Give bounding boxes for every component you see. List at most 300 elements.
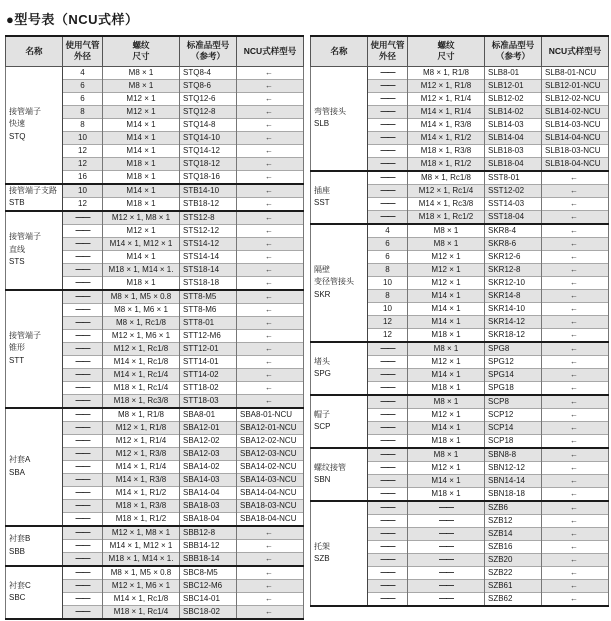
od-cell: —— <box>63 211 103 225</box>
thread-cell: M8 × 1 <box>103 79 180 92</box>
std-cell: SKR8-4 <box>485 224 542 238</box>
std-cell: SZB6 <box>485 501 542 515</box>
ncu-cell: ← <box>237 342 304 355</box>
thread-cell: M14 × 1, R1/2 <box>103 486 180 499</box>
std-cell: STT8-M6 <box>180 303 237 316</box>
od-cell: 8 <box>368 289 408 302</box>
od-cell: 8 <box>63 118 103 131</box>
std-cell: SBC14-01 <box>180 592 237 605</box>
std-cell: STT14-02 <box>180 368 237 381</box>
ncu-cell: ← <box>542 434 609 448</box>
ncu-cell: ← <box>542 302 609 315</box>
od-cell: —— <box>368 527 408 540</box>
ncu-cell: ← <box>542 224 609 238</box>
thread-cell: M12 × 1, M6 × 1 <box>103 329 180 342</box>
ncu-cell: SLB18-03-NCU <box>542 144 609 157</box>
od-cell: —— <box>368 553 408 566</box>
std-cell: SBA14-04 <box>180 486 237 499</box>
ncu-cell: ← <box>542 487 609 501</box>
thread-cell: M8 × 1, Rc1/8 <box>408 171 485 185</box>
thread-cell: M12 × 1 <box>408 461 485 474</box>
thread-cell: —— <box>408 540 485 553</box>
table-row <box>311 395 609 409</box>
thread-cell: —— <box>408 566 485 579</box>
thread-cell: M12 × 1, M6 × 1 <box>103 579 180 592</box>
thread-cell: M14 × 1 <box>103 184 180 198</box>
thread-cell: M12 × 1 <box>103 224 180 237</box>
ncu-cell: SBA18-03-NCU <box>237 499 304 512</box>
ncu-cell: ← <box>542 315 609 328</box>
thread-cell: M14 × 1, M12 × 1 <box>103 539 180 552</box>
od-cell: —— <box>63 592 103 605</box>
od-cell: —— <box>63 290 103 304</box>
od-cell: —— <box>63 316 103 329</box>
thread-cell: M8 × 1, M5 × 0.8 <box>103 566 180 580</box>
ncu-cell: ← <box>542 408 609 421</box>
od-cell: —— <box>63 447 103 460</box>
thread-cell: M14 × 1, Rc1/8 <box>103 355 180 368</box>
std-cell: SST14-03 <box>485 197 542 210</box>
std-cell: STQ18-16 <box>180 170 237 184</box>
ncu-cell: ← <box>237 144 304 157</box>
od-cell: —— <box>368 474 408 487</box>
std-cell: SPG18 <box>485 381 542 395</box>
std-cell: SBB14-12 <box>180 539 237 552</box>
std-cell: SPG8 <box>485 342 542 356</box>
std-cell: STT18-03 <box>180 394 237 408</box>
std-cell: STB18-12 <box>180 197 237 211</box>
od-cell: —— <box>63 512 103 526</box>
ncu-cell: ← <box>542 342 609 356</box>
std-cell: SBA18-03 <box>180 499 237 512</box>
od-cell: —— <box>368 579 408 592</box>
ncu-cell: ← <box>542 461 609 474</box>
od-cell: —— <box>368 144 408 157</box>
od-cell: —— <box>368 421 408 434</box>
thread-cell: M12 × 1, Rc1/4 <box>408 184 485 197</box>
thread-cell: M8 × 1, Rc1/8 <box>103 316 180 329</box>
od-cell: —— <box>63 499 103 512</box>
ncu-cell: ← <box>542 276 609 289</box>
thread-cell: —— <box>408 592 485 606</box>
std-cell: SPG14 <box>485 368 542 381</box>
thread-cell: M18 × 1, Rc1/2 <box>408 210 485 224</box>
od-cell: —— <box>368 210 408 224</box>
std-cell: SBA12-03 <box>180 447 237 460</box>
group-name-cell: 帽子 SCP <box>311 395 368 448</box>
od-cell: —— <box>63 355 103 368</box>
thread-cell: M18 × 1, R1/2 <box>103 512 180 526</box>
od-cell: —— <box>368 355 408 368</box>
ncu-cell: ← <box>237 79 304 92</box>
thread-cell: M8 × 1, M6 × 1 <box>103 303 180 316</box>
std-cell: SKR18-12 <box>485 328 542 342</box>
std-cell: SBN8-8 <box>485 448 542 462</box>
std-cell: SCP14 <box>485 421 542 434</box>
thread-cell: M14 × 1 <box>408 289 485 302</box>
thread-cell: —— <box>408 501 485 515</box>
od-cell: 12 <box>63 144 103 157</box>
thread-cell: M14 × 1, Rc1/4 <box>103 368 180 381</box>
od-cell: —— <box>368 184 408 197</box>
od-cell: 6 <box>368 237 408 250</box>
column-header: 使用气管 外径 <box>368 36 408 66</box>
thread-cell: M12 × 1 <box>103 105 180 118</box>
thread-cell: M12 × 1 <box>408 250 485 263</box>
thread-cell: M14 × 1, R1/4 <box>408 105 485 118</box>
std-cell: STQ8-4 <box>180 66 237 79</box>
std-cell: SBA14-02 <box>180 460 237 473</box>
thread-cell: M14 × 1, Rc3/8 <box>408 197 485 210</box>
thread-cell: M12 × 1 <box>408 408 485 421</box>
ncu-cell: SBA14-02-NCU <box>237 460 304 473</box>
std-cell: SLB12-01 <box>485 79 542 92</box>
thread-cell: M8 × 1, R1/8 <box>103 408 180 422</box>
std-cell: STQ12-8 <box>180 105 237 118</box>
od-cell: —— <box>63 381 103 394</box>
ncu-cell: ← <box>542 514 609 527</box>
od-cell: —— <box>368 448 408 462</box>
ncu-cell: ← <box>237 66 304 79</box>
thread-cell: M18 × 1, Rc1/4 <box>103 605 180 619</box>
group-name-cell: 隔壁 变径管接头 SKR <box>311 224 368 342</box>
std-cell: STQ12-6 <box>180 92 237 105</box>
thread-cell: M12 × 1, R1/4 <box>103 434 180 447</box>
ncu-cell: SBA12-01-NCU <box>237 421 304 434</box>
std-cell: SBA18-04 <box>180 512 237 526</box>
ncu-cell: ← <box>542 368 609 381</box>
thread-cell: M14 × 1 <box>103 250 180 263</box>
thread-cell: M14 × 1 <box>103 131 180 144</box>
od-cell: 10 <box>368 276 408 289</box>
table-row <box>311 171 609 185</box>
od-cell: —— <box>368 592 408 606</box>
ncu-cell: ← <box>542 250 609 263</box>
od-cell: 8 <box>63 105 103 118</box>
thread-cell: M18 × 1 <box>408 381 485 395</box>
std-cell: SLB14-04 <box>485 131 542 144</box>
table-row <box>311 66 609 79</box>
std-cell: SBN14-14 <box>485 474 542 487</box>
ncu-cell: ← <box>237 92 304 105</box>
ncu-cell: SLB14-04-NCU <box>542 131 609 144</box>
table-row <box>6 184 304 198</box>
od-cell: —— <box>368 171 408 185</box>
table-row <box>6 526 304 540</box>
table-row <box>6 290 304 304</box>
ncu-cell: ← <box>237 329 304 342</box>
table-row <box>6 211 304 225</box>
header-row <box>311 36 609 66</box>
model-table-left <box>5 35 304 620</box>
group-name-cell: 接管端子 快速 STQ <box>6 66 63 184</box>
std-cell: SBC8-M5 <box>180 566 237 580</box>
thread-cell: M8 × 1 <box>408 395 485 409</box>
thread-cell: M18 × 1 <box>103 276 180 290</box>
od-cell: 12 <box>368 315 408 328</box>
column-header: 螺纹 尺寸 <box>103 36 180 66</box>
group-name-cell: 插座 SST <box>311 171 368 224</box>
od-cell: —— <box>63 566 103 580</box>
ncu-cell: ← <box>542 579 609 592</box>
ncu-cell: ← <box>542 210 609 224</box>
thread-cell: M18 × 1, R1/2 <box>408 157 485 171</box>
std-cell: STB14-10 <box>180 184 237 198</box>
thread-cell: M14 × 1, Rc1/8 <box>103 592 180 605</box>
std-cell: SLB14-02 <box>485 105 542 118</box>
od-cell: —— <box>63 552 103 566</box>
std-cell: SBA12-02 <box>180 434 237 447</box>
std-cell: STS14-14 <box>180 250 237 263</box>
thread-cell: M18 × 1 <box>103 157 180 170</box>
group-name-cell: 螺纹接管 SBN <box>311 448 368 501</box>
thread-cell: M14 × 1, M12 × 1 <box>103 237 180 250</box>
od-cell: —— <box>63 473 103 486</box>
std-cell: SST12-02 <box>485 184 542 197</box>
od-cell: 6 <box>368 250 408 263</box>
ncu-cell: ← <box>542 448 609 462</box>
ncu-cell: SBA18-04-NCU <box>237 512 304 526</box>
std-cell: SBA12-01 <box>180 421 237 434</box>
std-cell: SCP8 <box>485 395 542 409</box>
od-cell: —— <box>63 539 103 552</box>
od-cell: —— <box>368 395 408 409</box>
std-cell: STQ14-10 <box>180 131 237 144</box>
thread-cell: M18 × 1, Rc3/8 <box>103 394 180 408</box>
std-cell: SLB14-03 <box>485 118 542 131</box>
std-cell: STS12-8 <box>180 211 237 225</box>
od-cell: 12 <box>63 157 103 170</box>
ncu-cell: ← <box>237 355 304 368</box>
table-row <box>6 66 304 79</box>
thread-cell: M14 × 1, R1/4 <box>103 460 180 473</box>
od-cell: —— <box>63 605 103 619</box>
od-cell: —— <box>63 237 103 250</box>
std-cell: STT8-01 <box>180 316 237 329</box>
std-cell: STQ18-12 <box>180 157 237 170</box>
ncu-cell: ← <box>542 421 609 434</box>
table-row <box>311 501 609 515</box>
std-cell: SKR12-6 <box>485 250 542 263</box>
od-cell: —— <box>63 342 103 355</box>
group-name-cell: 接管端子支路 STB <box>6 184 63 211</box>
thread-cell: M12 × 1, R1/8 <box>103 421 180 434</box>
od-cell: —— <box>63 368 103 381</box>
std-cell: SBN12-12 <box>485 461 542 474</box>
od-cell: —— <box>368 79 408 92</box>
ncu-cell: SLB12-02-NCU <box>542 92 609 105</box>
thread-cell: M14 × 1 <box>408 315 485 328</box>
column-header: 名称 <box>311 36 368 66</box>
thread-cell: M12 × 1 <box>408 276 485 289</box>
od-cell: —— <box>63 421 103 434</box>
thread-cell: M12 × 1, M8 × 1 <box>103 211 180 225</box>
od-cell: —— <box>368 197 408 210</box>
std-cell: SST8-01 <box>485 171 542 185</box>
column-header: 标准品型号 （参考） <box>485 36 542 66</box>
od-cell: —— <box>368 381 408 395</box>
ncu-cell: ← <box>542 381 609 395</box>
ncu-cell: ← <box>237 157 304 170</box>
od-cell: 4 <box>368 224 408 238</box>
od-cell: 8 <box>368 263 408 276</box>
std-cell: STS12-12 <box>180 224 237 237</box>
ncu-cell: SBA12-02-NCU <box>237 434 304 447</box>
thread-cell: M14 × 1 <box>408 302 485 315</box>
ncu-cell: ← <box>237 526 304 540</box>
group-name-cell: 弯管接头 SLB <box>311 66 368 171</box>
od-cell: —— <box>368 342 408 356</box>
std-cell: STS18-18 <box>180 276 237 290</box>
ncu-cell: ← <box>237 131 304 144</box>
ncu-cell: ← <box>237 303 304 316</box>
std-cell: SBC18-02 <box>180 605 237 619</box>
table-row <box>6 408 304 422</box>
std-cell: SZB16 <box>485 540 542 553</box>
ncu-cell: ← <box>237 605 304 619</box>
ncu-cell: ← <box>237 184 304 198</box>
thread-cell: M18 × 1, M14 × 1. <box>103 263 180 276</box>
std-cell: STQ8-6 <box>180 79 237 92</box>
ncu-cell: ← <box>542 592 609 606</box>
od-cell: —— <box>63 579 103 592</box>
thread-cell: M14 × 1, R3/8 <box>103 473 180 486</box>
column-header: NCU式样型号 <box>237 36 304 66</box>
thread-cell: M8 × 1 <box>408 448 485 462</box>
ncu-cell: ← <box>237 105 304 118</box>
thread-cell: M18 × 1 <box>103 197 180 211</box>
thread-cell: M14 × 1, R1/2 <box>408 131 485 144</box>
header-row <box>6 36 304 66</box>
ncu-cell: ← <box>542 355 609 368</box>
ncu-cell: ← <box>237 394 304 408</box>
std-cell: STT12-01 <box>180 342 237 355</box>
thread-cell: M18 × 1, R3/8 <box>408 144 485 157</box>
od-cell: —— <box>368 408 408 421</box>
std-cell: STT14-01 <box>180 355 237 368</box>
ncu-cell: ← <box>542 171 609 185</box>
od-cell: —— <box>368 66 408 79</box>
table-row <box>311 448 609 462</box>
std-cell: SPG12 <box>485 355 542 368</box>
std-cell: STS14-12 <box>180 237 237 250</box>
std-cell: SKR14-12 <box>485 315 542 328</box>
ncu-cell: ← <box>542 289 609 302</box>
table-row <box>311 342 609 356</box>
thread-cell: —— <box>408 579 485 592</box>
std-cell: SKR12-8 <box>485 263 542 276</box>
ncu-cell: SBA14-03-NCU <box>237 473 304 486</box>
std-cell: SCP18 <box>485 434 542 448</box>
thread-cell: M12 × 1, R1/4 <box>408 92 485 105</box>
od-cell: —— <box>63 303 103 316</box>
group-name-cell: 接管端子 锥形 STT <box>6 290 63 408</box>
thread-cell: M14 × 1, R3/8 <box>408 118 485 131</box>
thread-cell: M18 × 1, M14 × 1. <box>103 552 180 566</box>
od-cell: —— <box>368 105 408 118</box>
od-cell: —— <box>63 486 103 499</box>
thread-cell: M12 × 1 <box>408 355 485 368</box>
thread-cell: M18 × 1 <box>408 328 485 342</box>
column-header: 名称 <box>6 36 63 66</box>
group-name-cell: 衬套C SBC <box>6 566 63 619</box>
od-cell: —— <box>63 276 103 290</box>
thread-cell: M18 × 1 <box>103 170 180 184</box>
std-cell: SKR8-6 <box>485 237 542 250</box>
group-name-cell: 接管端子 直线 STS <box>6 211 63 290</box>
od-cell: —— <box>368 131 408 144</box>
table-row <box>311 224 609 238</box>
ncu-cell: ← <box>542 184 609 197</box>
std-cell: SZB20 <box>485 553 542 566</box>
ncu-cell: ← <box>542 527 609 540</box>
od-cell: 6 <box>63 79 103 92</box>
std-cell: SBB12-8 <box>180 526 237 540</box>
column-header: 螺纹 尺寸 <box>408 36 485 66</box>
std-cell: SLB18-04 <box>485 157 542 171</box>
ncu-cell: SLB8-01-NCU <box>542 66 609 79</box>
ncu-cell: SBA14-04-NCU <box>237 486 304 499</box>
std-cell: STQ14-12 <box>180 144 237 157</box>
ncu-cell: ← <box>542 395 609 409</box>
thread-cell: M18 × 1, Rc1/4 <box>103 381 180 394</box>
std-cell: SLB12-02 <box>485 92 542 105</box>
thread-cell: M8 × 1, M5 × 0.8 <box>103 290 180 304</box>
thread-cell: M8 × 1, R1/8 <box>408 66 485 79</box>
std-cell: STT12-M6 <box>180 329 237 342</box>
ncu-cell: ← <box>237 539 304 552</box>
ncu-cell: ← <box>542 553 609 566</box>
std-cell: SZB61 <box>485 579 542 592</box>
od-cell: —— <box>63 394 103 408</box>
thread-cell: M8 × 1 <box>103 66 180 79</box>
ncu-cell: ← <box>542 197 609 210</box>
ncu-cell: ← <box>542 263 609 276</box>
group-name-cell: 堵头 SPG <box>311 342 368 395</box>
od-cell: —— <box>368 434 408 448</box>
od-cell: —— <box>63 224 103 237</box>
ncu-cell: SLB14-03-NCU <box>542 118 609 131</box>
ncu-cell: SBA12-03-NCU <box>237 447 304 460</box>
ncu-cell: ← <box>237 237 304 250</box>
model-table-right <box>310 35 609 607</box>
thread-cell: M12 × 1, M8 × 1 <box>103 526 180 540</box>
od-cell: 16 <box>63 170 103 184</box>
page-title: ●型号表（NCU式样） <box>6 12 139 27</box>
ncu-cell: ← <box>542 501 609 515</box>
std-cell: SZB22 <box>485 566 542 579</box>
group-name-cell: 衬套B SBB <box>6 526 63 566</box>
thread-cell: M18 × 1, R3/8 <box>103 499 180 512</box>
ncu-cell: ← <box>237 368 304 381</box>
thread-cell: M12 × 1, Rc1/8 <box>103 342 180 355</box>
tables-container <box>5 35 608 620</box>
od-cell: 4 <box>63 66 103 79</box>
ncu-cell: ← <box>237 263 304 276</box>
ncu-cell: ← <box>237 170 304 184</box>
thread-cell: M8 × 1 <box>408 237 485 250</box>
thread-cell: —— <box>408 553 485 566</box>
std-cell: STT8-M5 <box>180 290 237 304</box>
std-cell: SST18-04 <box>485 210 542 224</box>
thread-cell: M14 × 1 <box>408 368 485 381</box>
od-cell: —— <box>63 250 103 263</box>
ncu-cell: SBA8-01-NCU <box>237 408 304 422</box>
ncu-cell: SLB14-02-NCU <box>542 105 609 118</box>
group-name-cell: 托架 SZB <box>311 501 368 606</box>
thread-cell: M18 × 1 <box>408 487 485 501</box>
std-cell: SZB62 <box>485 592 542 606</box>
